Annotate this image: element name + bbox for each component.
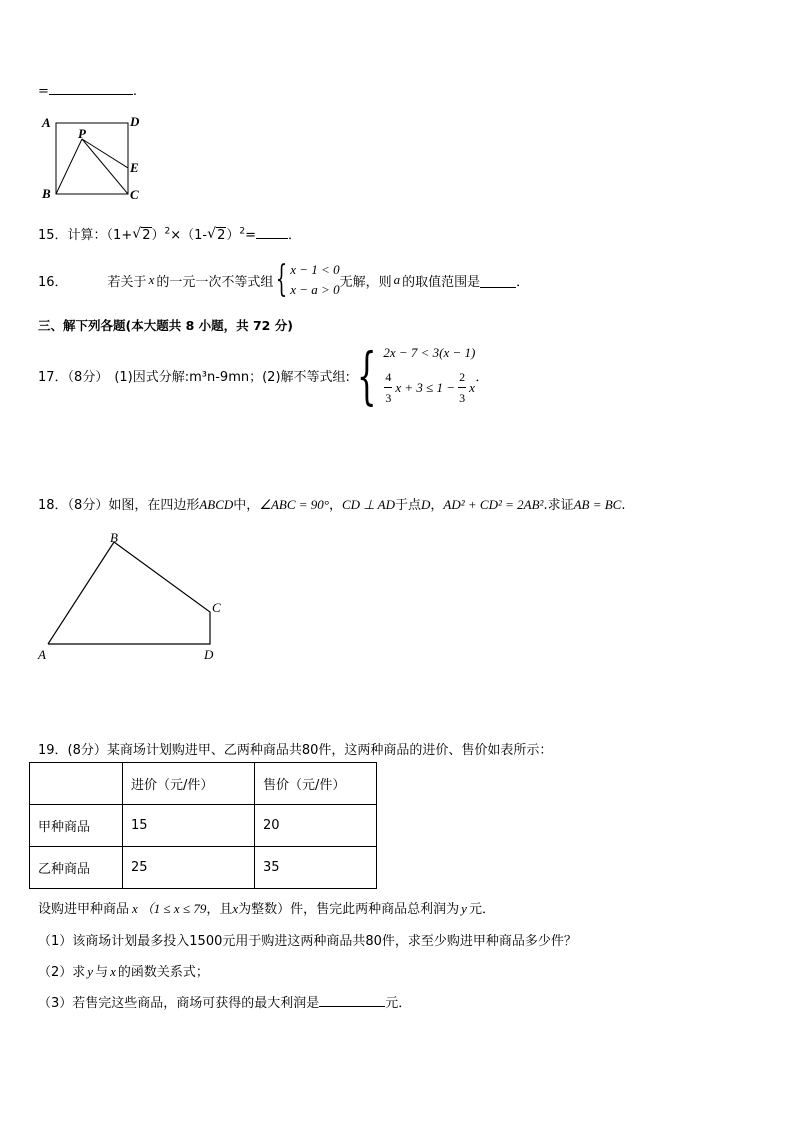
answer-line-14: = . [38,84,138,99]
label-e: E [130,160,139,175]
label-a: A [38,647,46,662]
label-c: C [130,187,139,202]
label-b: B [110,530,118,545]
question-19-intro: 19．(8分）某商场计划购进甲、乙两种商品共80件，这两种商品的进价、售价如表所示： [38,743,553,758]
question-19-part-3: （3）若售完这些商品，商场可获得的最大利润是 元． [38,992,411,1011]
table-row: 甲种商品 15 20 [30,805,377,847]
question-16: 16． 若关于 x 的一元一次不等式组 { x − 1 < 0 x − a > 0 无解，则 a 的取值范围是 ． [38,259,530,300]
answer-blank [49,94,133,95]
table-row: 乙种商品 25 35 [30,847,377,889]
question-17: 17．（8分） (1)因式分解:m³n-9mn；(2)解不等式组: { 2x − 7 < 3(x − 1) $\frac{4}{3}$ x + 3 ≤ 1 − $\frac{2}{3}$ x ． [38,338,489,412]
question-19-setup: 设购进甲种商品 x （1 ≤ x ≤ 79，且x为整数）件，售完此两种商品总利润为 y 元． [38,901,495,917]
answer-blank-16 [480,273,516,288]
goods-table [29,762,377,889]
sqrt-2: √ 2 [207,226,226,243]
quadrilateral-figure [30,528,230,668]
label-p: P [78,126,86,141]
sqrt-1: √ 2 [132,226,151,243]
question-19-part-1: （1）该商场计划最多投入1500元用于购进这两种商品共80件，求至少购进甲种商品多少件？ [38,934,577,949]
answer-blank-19 [319,992,385,1007]
label-b: B [42,186,51,201]
question-18: 18．（8分）如图，在四边形ABCD中，∠ABC = 90°，CD ⊥ AD于点D，AD² + CD² = 2AB².求证AB = BC. [38,497,626,513]
label-d: D [204,647,214,662]
label-d: D [130,114,140,129]
label-c: C [212,600,221,615]
table-header-row: 进价（元/件） 售价（元/件） [30,763,377,805]
inequality-system-17: { 2x − 7 < 3(x − 1) $\frac{4}{3}$ x + 3 ≤ 1 − $\frac{2}{3}$ x [356,338,476,412]
question-19-part-2: （2）求 y 与 x 的函数关系式； [38,964,209,980]
section-title: 三、解下列各题(本大题共 8 小题，共 72 分) [38,318,293,333]
label-a: A [42,115,51,130]
square-figure [36,112,146,204]
inequality-system-16: { x − 1 < 0 x − a > 0 [276,259,340,300]
answer-blank-15 [256,238,288,239]
question-15: 15．计算：（1+ √ 2）$^2$×（1- √ 2）$^2$= ． [38,226,302,243]
